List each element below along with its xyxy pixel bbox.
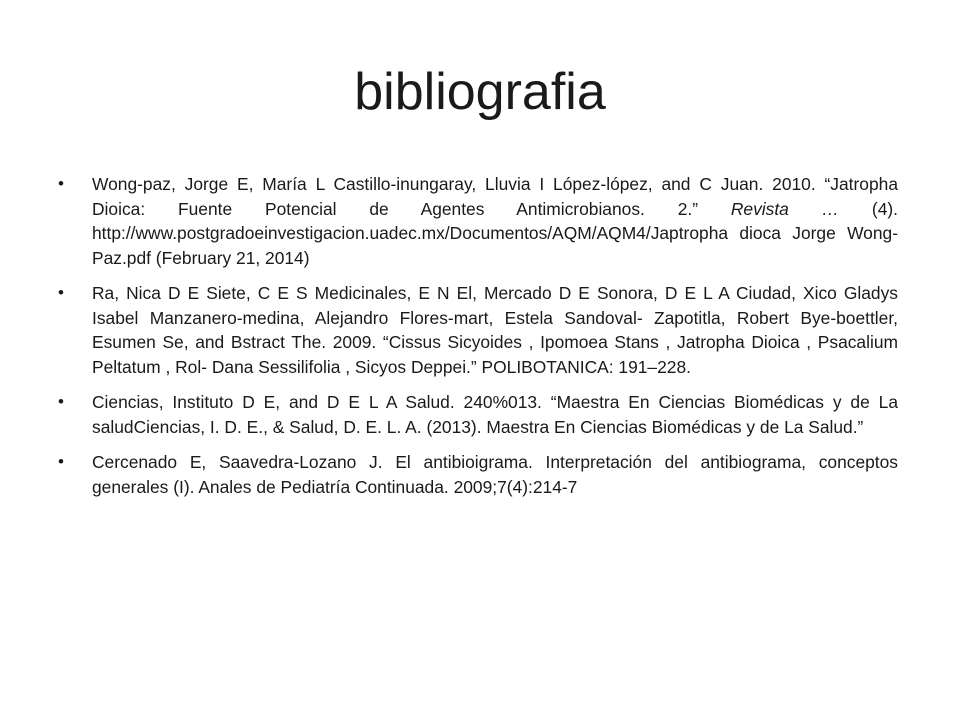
bullet-icon: • [58, 283, 64, 302]
reference-item [58, 172, 898, 270]
reference-journal: Revista … [730, 198, 840, 219]
reference-text: Wong-paz, Jorge E, María L Castillo-inungaray, Lluvia I López-lópez, and C Juan. 2010. “Jatropha Dioica: Fuente Potencial de Agentes Antimicrobianos. 2.” [92, 174, 898, 219]
slide-title: bibliografia [354, 63, 606, 121]
reference-text: Cercenado E, Saavedra-Lozano J. El antibioigrama. Interpretación del antibiograma, conceptos generales (I). Anales de Pediatría Continuada. 2009;7(4):214-7 [92, 452, 898, 497]
bullet-icon: • [58, 452, 64, 471]
reference-item [58, 281, 898, 379]
reference-list [58, 172, 898, 510]
reference-item [58, 450, 898, 499]
reference-item [58, 390, 898, 439]
reference-text: Ciencias, Instituto D E, and D E L A Salud. 240%013. “Maestra En Ciencias Biomédicas y de La saludCiencias, I. D. E., & Salud, D. E. L. A. (2013). Maestra En Ciencias Biomédicas y de La Salud.” [92, 392, 898, 437]
reference-text-tail: (4). http://www.postgradoeinvestigacion.uadec.mx/Documentos/AQM/AQM4/Japtropha dioca Jorge Wong-Paz.pdf (February 21, 2014) [92, 198, 899, 268]
reference-text: Ra, Nica D E Siete, C E S Medicinales, E N El, Mercado D E Sonora, D E L A Ciudad, Xico Gladys Isabel Manzanero-medina, Alejandro Flores-mart, Estela Sandoval- Zapotitla, Robert Bye-boettler, Esumen Se, and Bstract The. 2009. “Cissus Sicyoides , Ipomoea Stans , Jatropha Dioica , Psacalium Peltatum , Rol- Dana Sessilifolia , Sicyos Deppei.” POLIBOTANICA: 191–228. [92, 283, 898, 377]
bullet-icon: • [58, 174, 64, 193]
bullet-icon: • [58, 392, 64, 411]
